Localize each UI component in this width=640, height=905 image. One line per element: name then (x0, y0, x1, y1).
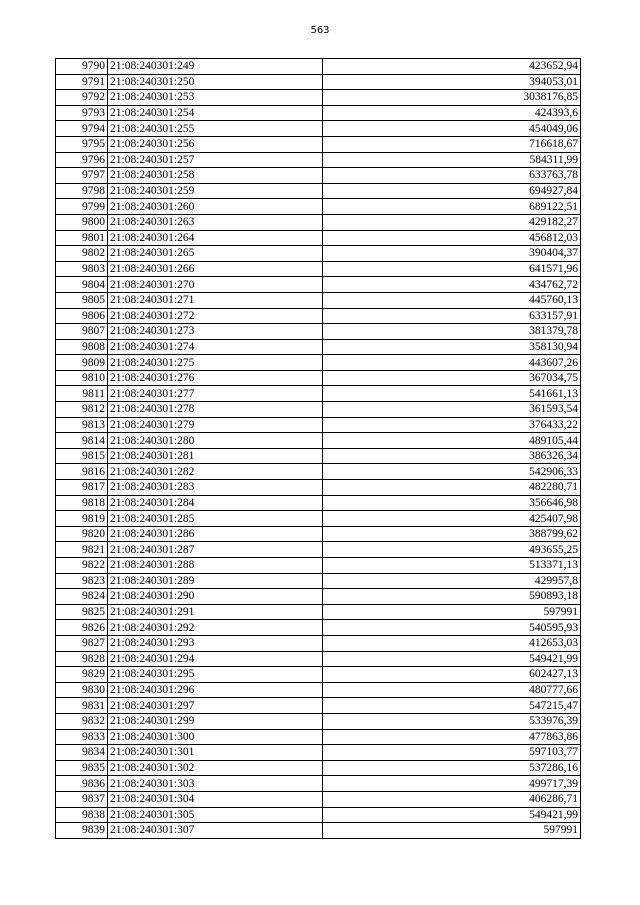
value-cell: 454049,06 (323, 121, 581, 137)
table-row (56, 573, 581, 589)
table-row (56, 277, 581, 293)
cadastral-number-cell: 21:08:240301:253 (108, 90, 323, 106)
row-number-cell: 9805 (56, 292, 108, 308)
row-number-cell: 9803 (56, 261, 108, 277)
value-cell: 376433,22 (323, 417, 581, 433)
cadastral-number-cell: 21:08:240301:259 (108, 183, 323, 199)
value-cell: 3038176,85 (323, 90, 581, 106)
value-cell: 689122,51 (323, 199, 581, 215)
value-cell: 597991 (323, 823, 581, 839)
table-row (56, 199, 581, 215)
value-cell: 482280,71 (323, 480, 581, 496)
cadastral-number-cell: 21:08:240301:266 (108, 261, 323, 277)
value-cell: 445760,13 (323, 292, 581, 308)
cadastral-number-cell: 21:08:240301:304 (108, 791, 323, 807)
row-number-cell: 9830 (56, 682, 108, 698)
row-number-cell: 9839 (56, 823, 108, 839)
value-cell: 424393,6 (323, 105, 581, 121)
row-number-cell: 9806 (56, 308, 108, 324)
table-row (56, 90, 581, 106)
value-cell: 489105,44 (323, 433, 581, 449)
value-cell: 549421,99 (323, 651, 581, 667)
table-row (56, 511, 581, 527)
value-cell: 542906,33 (323, 464, 581, 480)
cadastral-number-cell: 21:08:240301:274 (108, 339, 323, 355)
cadastral-number-cell: 21:08:240301:301 (108, 745, 323, 761)
table-row (56, 620, 581, 636)
row-number-cell: 9795 (56, 136, 108, 152)
table-row (56, 402, 581, 418)
cadastral-number-cell: 21:08:240301:255 (108, 121, 323, 137)
value-cell: 388799,62 (323, 526, 581, 542)
cadastral-number-cell: 21:08:240301:273 (108, 324, 323, 340)
cadastral-number-cell: 21:08:240301:293 (108, 635, 323, 651)
row-number-cell: 9817 (56, 480, 108, 496)
value-cell: 423652,94 (323, 59, 581, 75)
value-cell: 584311,99 (323, 152, 581, 168)
row-number-cell: 9837 (56, 791, 108, 807)
value-cell: 406286,71 (323, 791, 581, 807)
cadastral-number-cell: 21:08:240301:290 (108, 589, 323, 605)
cadastral-number-cell: 21:08:240301:265 (108, 246, 323, 262)
row-number-cell: 9809 (56, 355, 108, 371)
value-cell: 493655,25 (323, 542, 581, 558)
row-number-cell: 9829 (56, 667, 108, 683)
table-row (56, 152, 581, 168)
value-cell: 540595,93 (323, 620, 581, 636)
cadastral-number-cell: 21:08:240301:296 (108, 682, 323, 698)
cadastral-number-cell: 21:08:240301:305 (108, 807, 323, 823)
cadastral-number-cell: 21:08:240301:307 (108, 823, 323, 839)
table-row (56, 433, 581, 449)
value-cell: 361593,54 (323, 402, 581, 418)
row-number-cell: 9804 (56, 277, 108, 293)
value-cell: 537286,16 (323, 760, 581, 776)
value-cell: 425407,98 (323, 511, 581, 527)
table-row (56, 168, 581, 184)
value-cell: 597991 (323, 604, 581, 620)
value-cell: 602427,13 (323, 667, 581, 683)
table-row (56, 448, 581, 464)
cadastral-number-cell: 21:08:240301:271 (108, 292, 323, 308)
row-number-cell: 9838 (56, 807, 108, 823)
value-cell: 597103,77 (323, 745, 581, 761)
row-number-cell: 9800 (56, 214, 108, 230)
page-number: 563 (310, 25, 330, 36)
value-cell: 633157,91 (323, 308, 581, 324)
table-row (56, 417, 581, 433)
table-row (56, 713, 581, 729)
row-number-cell: 9802 (56, 246, 108, 262)
row-number-cell: 9823 (56, 573, 108, 589)
table-row (56, 604, 581, 620)
table-row (56, 230, 581, 246)
row-number-cell: 9798 (56, 183, 108, 199)
table-row (56, 542, 581, 558)
cadastral-number-cell: 21:08:240301:276 (108, 370, 323, 386)
value-cell: 358130,94 (323, 339, 581, 355)
table-row (56, 386, 581, 402)
cadastral-number-cell: 21:08:240301:299 (108, 713, 323, 729)
table-row (56, 682, 581, 698)
row-number-cell: 9792 (56, 90, 108, 106)
value-cell: 429182,27 (323, 214, 581, 230)
cadastral-number-cell: 21:08:240301:281 (108, 448, 323, 464)
value-cell: 480777,66 (323, 682, 581, 698)
table-row (56, 558, 581, 574)
cadastral-number-cell: 21:08:240301:287 (108, 542, 323, 558)
table-row (56, 261, 581, 277)
row-number-cell: 9836 (56, 776, 108, 792)
cadastral-number-cell: 21:08:240301:303 (108, 776, 323, 792)
value-cell: 394053,01 (323, 74, 581, 90)
table-row (56, 589, 581, 605)
table-row (56, 105, 581, 121)
row-number-cell: 9832 (56, 713, 108, 729)
table-row (56, 807, 581, 823)
row-number-cell: 9825 (56, 604, 108, 620)
row-number-cell: 9826 (56, 620, 108, 636)
table-row (56, 59, 581, 75)
cadastral-number-cell: 21:08:240301:278 (108, 402, 323, 418)
row-number-cell: 9819 (56, 511, 108, 527)
table-row (56, 776, 581, 792)
table-row (56, 183, 581, 199)
cadastral-number-cell: 21:08:240301:284 (108, 495, 323, 511)
row-number-cell: 9824 (56, 589, 108, 605)
cadastral-number-cell: 21:08:240301:257 (108, 152, 323, 168)
cadastral-number-cell: 21:08:240301:297 (108, 698, 323, 714)
row-number-cell: 9831 (56, 698, 108, 714)
table-row (56, 729, 581, 745)
cadastral-number-cell: 21:08:240301:272 (108, 308, 323, 324)
cadastral-number-cell: 21:08:240301:280 (108, 433, 323, 449)
table-row (56, 651, 581, 667)
table-row (56, 308, 581, 324)
row-number-cell: 9797 (56, 168, 108, 184)
row-number-cell: 9791 (56, 74, 108, 90)
value-cell: 456812,03 (323, 230, 581, 246)
row-number-cell: 9801 (56, 230, 108, 246)
value-cell: 641571,96 (323, 261, 581, 277)
table-row (56, 292, 581, 308)
cadastral-number-cell: 21:08:240301:275 (108, 355, 323, 371)
value-cell: 390404,37 (323, 246, 581, 262)
value-cell: 356646,98 (323, 495, 581, 511)
cadastral-number-cell: 21:08:240301:286 (108, 526, 323, 542)
row-number-cell: 9835 (56, 760, 108, 776)
table-row (56, 495, 581, 511)
cadastral-number-cell: 21:08:240301:256 (108, 136, 323, 152)
value-cell: 381379,78 (323, 324, 581, 340)
table-row (56, 760, 581, 776)
table-row (56, 635, 581, 651)
value-cell: 590893,18 (323, 589, 581, 605)
cadastral-number-cell: 21:08:240301:302 (108, 760, 323, 776)
value-cell: 367034,75 (323, 370, 581, 386)
row-number-cell: 9808 (56, 339, 108, 355)
table-row (56, 121, 581, 137)
value-cell: 533976,39 (323, 713, 581, 729)
cadastral-number-cell: 21:08:240301:291 (108, 604, 323, 620)
cadastral-number-cell: 21:08:240301:285 (108, 511, 323, 527)
table-row (56, 136, 581, 152)
value-cell: 541661,13 (323, 386, 581, 402)
cadastral-number-cell: 21:08:240301:277 (108, 386, 323, 402)
table-row (56, 480, 581, 496)
cadastral-number-cell: 21:08:240301:250 (108, 74, 323, 90)
row-number-cell: 9833 (56, 729, 108, 745)
table-row (56, 214, 581, 230)
row-number-cell: 9821 (56, 542, 108, 558)
cadastral-number-cell: 21:08:240301:282 (108, 464, 323, 480)
value-cell: 694927,84 (323, 183, 581, 199)
row-number-cell: 9828 (56, 651, 108, 667)
row-number-cell: 9790 (56, 59, 108, 75)
table-row (56, 526, 581, 542)
table-row (56, 823, 581, 839)
row-number-cell: 9807 (56, 324, 108, 340)
value-cell: 477863,86 (323, 729, 581, 745)
cadastral-number-cell: 21:08:240301:249 (108, 59, 323, 75)
value-cell: 549421,99 (323, 807, 581, 823)
table-row (56, 339, 581, 355)
table-row (56, 464, 581, 480)
cadastral-number-cell: 21:08:240301:263 (108, 214, 323, 230)
table-body (56, 59, 581, 839)
value-cell: 412653,03 (323, 635, 581, 651)
table-row (56, 791, 581, 807)
row-number-cell: 9794 (56, 121, 108, 137)
cadastral-number-cell: 21:08:240301:283 (108, 480, 323, 496)
row-number-cell: 9811 (56, 386, 108, 402)
table-row (56, 370, 581, 386)
row-number-cell: 9796 (56, 152, 108, 168)
row-number-cell: 9799 (56, 199, 108, 215)
value-cell: 443607,26 (323, 355, 581, 371)
row-number-cell: 9816 (56, 464, 108, 480)
value-cell: 633763,78 (323, 168, 581, 184)
row-number-cell: 9814 (56, 433, 108, 449)
value-cell: 499717,39 (323, 776, 581, 792)
cadastral-number-cell: 21:08:240301:294 (108, 651, 323, 667)
cadastral-number-cell: 21:08:240301:270 (108, 277, 323, 293)
cadastral-number-cell: 21:08:240301:288 (108, 558, 323, 574)
value-cell: 716618,67 (323, 136, 581, 152)
cadastral-number-cell: 21:08:240301:279 (108, 417, 323, 433)
data-table (55, 58, 581, 839)
row-number-cell: 9820 (56, 526, 108, 542)
table-row (56, 74, 581, 90)
cadastral-number-cell: 21:08:240301:264 (108, 230, 323, 246)
cadastral-number-cell: 21:08:240301:254 (108, 105, 323, 121)
row-number-cell: 9818 (56, 495, 108, 511)
cadastral-number-cell: 21:08:240301:300 (108, 729, 323, 745)
table-row (56, 667, 581, 683)
value-cell: 434762,72 (323, 277, 581, 293)
value-cell: 547215,47 (323, 698, 581, 714)
row-number-cell: 9793 (56, 105, 108, 121)
value-cell: 429957,8 (323, 573, 581, 589)
row-number-cell: 9813 (56, 417, 108, 433)
value-cell: 386326,34 (323, 448, 581, 464)
row-number-cell: 9812 (56, 402, 108, 418)
cadastral-number-cell: 21:08:240301:292 (108, 620, 323, 636)
table-row (56, 355, 581, 371)
table-row (56, 745, 581, 761)
cadastral-number-cell: 21:08:240301:258 (108, 168, 323, 184)
row-number-cell: 9810 (56, 370, 108, 386)
row-number-cell: 9834 (56, 745, 108, 761)
table-row (56, 324, 581, 340)
table-row (56, 698, 581, 714)
cadastral-number-cell: 21:08:240301:295 (108, 667, 323, 683)
row-number-cell: 9827 (56, 635, 108, 651)
table-row (56, 246, 581, 262)
cadastral-number-cell: 21:08:240301:289 (108, 573, 323, 589)
row-number-cell: 9815 (56, 448, 108, 464)
row-number-cell: 9822 (56, 558, 108, 574)
value-cell: 513371,13 (323, 558, 581, 574)
cadastral-number-cell: 21:08:240301:260 (108, 199, 323, 215)
